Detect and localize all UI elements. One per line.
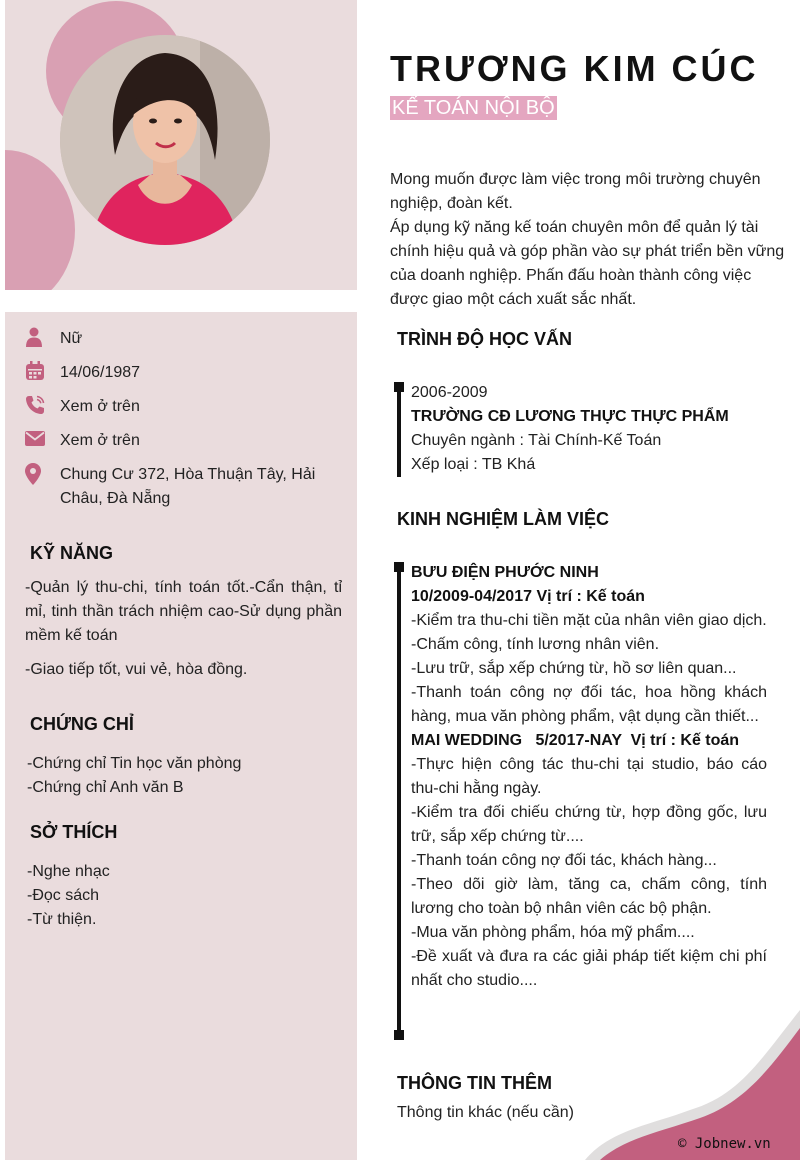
certificates-list [27, 752, 347, 800]
location-icon [25, 463, 60, 511]
copyright-text: © Jobnew.vn [678, 1136, 771, 1152]
profile-photo [60, 35, 270, 245]
job-duty: -Lưu trữ, sắp xếp chứng từ, hồ sơ liên quan... [411, 660, 737, 677]
phone-value: Xem ở trên [60, 398, 140, 415]
birthday-row [25, 361, 140, 389]
job-duty: -Đề xuất và đưa ra các giải pháp tiết kiệm chi phí nhất cho studio.... [411, 948, 767, 989]
person-icon [25, 327, 60, 355]
job-heading: MAI WEDDING 5/2017-NAY Vị trí : Kế toán [411, 732, 740, 749]
job-duty: -Thanh toán công nợ đối tác, khách hàng... [411, 852, 717, 869]
extra-info-text: Thông tin khác (nếu cần) [397, 1104, 574, 1121]
education-major: Chuyên ngành : Tài Chính-Kế Toán [411, 432, 662, 449]
job-duty: -Theo dõi giờ làm, tăng ca, chấm công, tính lương cho toàn bộ nhân viên các bộ phận. [411, 876, 767, 917]
education-title: TRÌNH ĐỘ HỌC VẤN [397, 329, 572, 349]
certificate-item: -Chứng chỉ Anh văn B [27, 779, 184, 796]
job-duty: -Thanh toán công nợ đối tác, hoa hồng khách hàng, mua văn phòng phẩm, vật dụng cần thiết... [411, 684, 767, 725]
job-company: BƯU ĐIỆN PHƯỚC NINH [411, 564, 599, 581]
email-row [25, 429, 140, 455]
hobbies-title: SỞ THÍCH [30, 822, 118, 842]
birthday-value: 14/06/1987 [60, 364, 141, 381]
address-value: Chung Cư 372, Hòa Thuận Tây, Hải Châu, Đà Nẵng [60, 466, 316, 507]
hobbies-list [27, 860, 347, 932]
skill-item: -Giao tiếp tốt, vui vẻ, hòa đồng. [25, 661, 248, 678]
mail-icon [25, 429, 60, 455]
address-row [25, 463, 335, 511]
timeline-cap [394, 1030, 404, 1040]
hobby-item: -Nghe nhạc [27, 863, 110, 880]
objective-paragraph: Mong muốn được làm việc trong môi trường chuyên nghiệp, đoàn kết. [390, 171, 761, 212]
email-value: Xem ở trên [60, 432, 140, 449]
education-period: 2006-2009 [411, 384, 488, 401]
skills-list [25, 576, 342, 682]
education-timeline [397, 382, 401, 477]
gender-value: Nữ [60, 330, 83, 347]
gender-row [25, 327, 82, 355]
photo-panel [5, 0, 357, 290]
skill-item: -Quản lý thu-chi, tính toán tốt.-Cẩn thận, tỉ mỉ, tinh thần trách nhiệm cao-Sử dụng phần mềm kế toán [25, 579, 342, 644]
calendar-icon [25, 361, 60, 389]
experience-timeline [397, 562, 401, 1040]
certificate-item: -Chứng chỉ Tin học văn phòng [27, 755, 242, 772]
candidate-name: TRƯƠNG KIM CÚC [390, 48, 759, 89]
hobby-item: -Từ thiện. [27, 911, 97, 928]
experience-title: KINH NGHIỆM LÀM VIỆC [397, 509, 610, 529]
skills-title: KỸ NĂNG [30, 543, 114, 563]
objective-paragraph: Áp dụng kỹ năng kế toán chuyên môn để quản lý tài chính hiệu quả và góp phần vào sự phát triển bền vững của doanh nghiệp. Phấn đấu hoàn thành công việc được giao một cách xuất sắc nhất. [390, 219, 785, 308]
timeline-cap [394, 382, 404, 392]
certificates-title: CHỨNG CHỈ [30, 714, 134, 734]
timeline-cap [394, 562, 404, 572]
phone-row [25, 395, 140, 423]
job-duty: -Chấm công, tính lương nhân viên. [411, 636, 660, 653]
education-entry [411, 381, 781, 477]
job-title: KẾ TOÁN NỘI BỘ [392, 97, 555, 119]
phone-icon [25, 395, 60, 423]
experience-entries [411, 561, 767, 993]
job-duty: -Kiểm tra thu-chi tiền mặt của nhân viên giao dịch. [411, 612, 767, 629]
job-heading: 10/2009-04/2017 Vị trí : Kế toán [411, 588, 645, 605]
job-duty: -Thực hiện công tác thu-chi tại studio, báo cáo thu-chi hằng ngày. [411, 756, 767, 797]
hobby-item: -Đọc sách [27, 887, 100, 904]
education-school: TRƯỜNG CĐ LƯƠNG THỰC THỰC PHẨM [411, 408, 729, 425]
job-duty: -Kiểm tra đối chiếu chứng từ, hợp đồng gốc, lưu trữ, sắp xếp chứng từ.... [411, 804, 767, 845]
job-duty: -Mua văn phòng phẩm, hóa mỹ phẩm.... [411, 924, 695, 941]
career-objective [390, 168, 785, 312]
extra-info-title: THÔNG TIN THÊM [397, 1073, 552, 1093]
education-grade: Xếp loại : TB Khá [411, 456, 536, 473]
